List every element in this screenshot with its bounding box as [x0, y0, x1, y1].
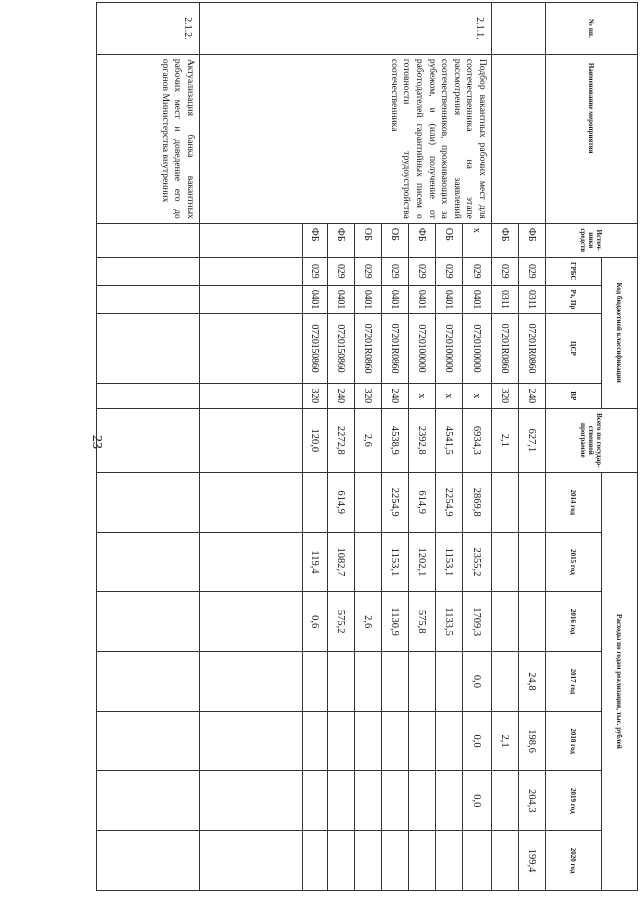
vr-cell: 320: [303, 383, 328, 408]
csr-cell: 0720100000: [463, 314, 492, 384]
section-number: 2.1.1.: [200, 3, 492, 55]
year-value-cell: [463, 831, 492, 891]
empty-cell: [200, 652, 303, 712]
vr-cell: х: [436, 383, 463, 408]
header-name: Наименование мероприятия: [546, 54, 638, 223]
header-grbs: ГРБС: [546, 257, 602, 285]
year-value-cell: [436, 652, 463, 712]
empty-cell: [97, 314, 200, 384]
grbs-cell: 029: [328, 257, 355, 285]
year-value-cell: [303, 711, 328, 771]
section-name: [97, 54, 200, 223]
table-row: [463, 3, 492, 891]
empty-cell: [97, 408, 200, 472]
empty-cell: [97, 711, 200, 771]
total-cell: 2,1: [492, 408, 519, 472]
year-value-cell: [492, 592, 519, 652]
year-value-cell: [355, 831, 382, 891]
header-vr: ВР: [546, 383, 602, 408]
year-value-cell: [355, 532, 382, 592]
year-value-cell: 0,0: [463, 771, 492, 831]
rz-pr-cell: 0401: [436, 285, 463, 313]
source-cell: ФБ: [409, 223, 436, 257]
header-source: Источ-ники средств: [546, 223, 638, 257]
vr-cell: 240: [382, 383, 409, 408]
header-year-2017: 2017 год: [546, 652, 602, 712]
header-year-2019: 2019 год: [546, 771, 602, 831]
empty-cell: [200, 383, 303, 408]
vr-cell: 240: [519, 383, 546, 408]
source-cell: ФБ: [328, 223, 355, 257]
rz-pr-cell: 0401: [303, 285, 328, 313]
grbs-cell: 029: [382, 257, 409, 285]
section-number: 2.1.2.: [97, 3, 200, 55]
year-value-cell: [409, 711, 436, 771]
rz-pr-cell: 0311: [492, 285, 519, 313]
year-value-cell: [303, 652, 328, 712]
rz-pr-cell: 0401: [328, 285, 355, 313]
csr-cell: 07201R0860: [492, 314, 519, 384]
header-total: Всего по государ-ственной программе: [546, 408, 638, 472]
year-value-cell: 1153,1: [382, 532, 409, 592]
source-cell: ФБ: [519, 223, 546, 257]
year-value-cell: [303, 831, 328, 891]
budget-table-sheet: [96, 2, 638, 891]
header-year-2014: 2014 год: [546, 472, 602, 532]
total-cell: 627,1: [519, 408, 546, 472]
source-cell: ОБ: [355, 223, 382, 257]
header-year-2016: 2016 год: [546, 592, 602, 652]
source-cell: ФБ: [492, 223, 519, 257]
year-value-cell: [492, 771, 519, 831]
grbs-cell: 029: [303, 257, 328, 285]
empty-cell: [200, 831, 303, 891]
header-kbk-group: Код бюджетной классификации: [602, 257, 638, 408]
year-value-cell: [303, 472, 328, 532]
csr-cell: 0720150860: [303, 314, 328, 384]
year-value-cell: 0,0: [463, 711, 492, 771]
year-value-cell: 1709,3: [463, 592, 492, 652]
vr-cell: х: [409, 383, 436, 408]
year-value-cell: [328, 711, 355, 771]
header-year-2015: 2015 год: [546, 532, 602, 592]
table-body: [97, 3, 546, 891]
csr-cell: 0720150860: [328, 314, 355, 384]
grbs-cell: 029: [409, 257, 436, 285]
year-value-cell: 575,2: [328, 592, 355, 652]
year-value-cell: 198,6: [519, 711, 546, 771]
year-value-cell: [436, 711, 463, 771]
year-value-cell: [492, 831, 519, 891]
page-number: 23: [89, 435, 104, 449]
empty-cell: [200, 314, 303, 384]
empty-cell: [200, 532, 303, 592]
year-value-cell: [355, 771, 382, 831]
table-row: [519, 3, 546, 891]
vr-cell: 320: [355, 383, 382, 408]
year-value-cell: 199,4: [519, 831, 546, 891]
source-cell: ОБ: [382, 223, 409, 257]
year-value-cell: 1133,5: [436, 592, 463, 652]
header-num: № пп.: [546, 3, 638, 55]
section-name-text: Актуализация банка вакантных рабочих мест и доведение его до органов Министерства внутренних: [159, 58, 196, 219]
header-year-2018: 2018 год: [546, 711, 602, 771]
year-value-cell: [409, 831, 436, 891]
header-csr: ЦСР: [546, 314, 602, 384]
empty-cell: [97, 652, 200, 712]
year-value-cell: [436, 831, 463, 891]
csr-cell: 07201R0860: [519, 314, 546, 384]
csr-cell: 07201R0860: [355, 314, 382, 384]
year-value-cell: [519, 472, 546, 532]
empty-cell: [97, 383, 200, 408]
empty-cell: [200, 472, 303, 532]
vr-cell: 240: [328, 383, 355, 408]
total-cell: 120,0: [303, 408, 328, 472]
empty-cell: [97, 285, 200, 313]
header-expenses-group: Расходы по годам реализации, тыс. рублей: [602, 472, 638, 890]
year-value-cell: 2,1: [492, 711, 519, 771]
year-value-cell: 24,8: [519, 652, 546, 712]
year-value-cell: [355, 711, 382, 771]
year-value-cell: 1202,1: [409, 532, 436, 592]
year-value-cell: [328, 831, 355, 891]
grbs-cell: 029: [519, 257, 546, 285]
empty-cell: [97, 831, 200, 891]
csr-cell: 07201R0860: [382, 314, 409, 384]
rz-pr-cell: 0401: [463, 285, 492, 313]
total-cell: 2392,8: [409, 408, 436, 472]
name-cell-empty: [492, 54, 546, 223]
year-value-cell: [328, 771, 355, 831]
year-value-cell: 575,8: [409, 592, 436, 652]
year-value-cell: 1153,1: [436, 532, 463, 592]
year-value-cell: [382, 771, 409, 831]
section-name: [200, 54, 492, 223]
empty-cell: [97, 223, 200, 257]
year-value-cell: [409, 771, 436, 831]
rz-pr-cell: 0401: [355, 285, 382, 313]
total-cell: 4538,9: [382, 408, 409, 472]
header-year-2020: 2020 год: [546, 831, 602, 891]
year-value-cell: [492, 472, 519, 532]
year-value-cell: 1130,9: [382, 592, 409, 652]
grbs-cell: 029: [436, 257, 463, 285]
year-value-cell: [519, 592, 546, 652]
year-value-cell: 1082,7: [328, 532, 355, 592]
total-cell: 4541,5: [436, 408, 463, 472]
section-name-text: Подбор вакантных рабочих мест для соотечественника на этапе рассмотрения заявлений соотечественников, проживающих за рубежом, и (или) получение от работодателей гарантийных писем о готовности трудоустройства соотечественника: [388, 58, 488, 219]
header-rz-pr: Рз, Пр: [546, 285, 602, 313]
year-value-cell: [382, 831, 409, 891]
vr-cell: х: [463, 383, 492, 408]
year-value-cell: 2,6: [355, 592, 382, 652]
year-value-cell: [382, 652, 409, 712]
empty-cell: [97, 532, 200, 592]
grbs-cell: 029: [463, 257, 492, 285]
table-row: [97, 3, 200, 891]
empty-cell: [97, 472, 200, 532]
budget-table: [96, 2, 638, 891]
num-cell-empty: [492, 3, 546, 55]
year-value-cell: [328, 652, 355, 712]
year-value-cell: [519, 532, 546, 592]
empty-cell: [200, 408, 303, 472]
total-cell: 2272,8: [328, 408, 355, 472]
rz-pr-cell: 0401: [382, 285, 409, 313]
year-value-cell: [436, 771, 463, 831]
year-value-cell: [492, 532, 519, 592]
rz-pr-cell: 0311: [519, 285, 546, 313]
year-value-cell: 2355,2: [463, 532, 492, 592]
empty-cell: [200, 771, 303, 831]
year-value-cell: 119,4: [303, 532, 328, 592]
year-value-cell: 2254,9: [436, 472, 463, 532]
empty-cell: [97, 771, 200, 831]
source-cell: х: [463, 223, 492, 257]
year-value-cell: 614,9: [409, 472, 436, 532]
year-value-cell: 614,9: [328, 472, 355, 532]
total-cell: 2,6: [355, 408, 382, 472]
year-value-cell: 204,3: [519, 771, 546, 831]
year-value-cell: [303, 771, 328, 831]
empty-cell: [97, 592, 200, 652]
year-value-cell: 2869,8: [463, 472, 492, 532]
source-cell: ФБ: [303, 223, 328, 257]
year-value-cell: 0,6: [303, 592, 328, 652]
grbs-cell: 029: [355, 257, 382, 285]
year-value-cell: 2254,9: [382, 472, 409, 532]
empty-cell: [200, 223, 303, 257]
empty-cell: [200, 592, 303, 652]
total-cell: 6934,3: [463, 408, 492, 472]
year-value-cell: [492, 652, 519, 712]
year-value-cell: [355, 652, 382, 712]
year-value-cell: [409, 652, 436, 712]
source-cell: ОБ: [436, 223, 463, 257]
empty-cell: [200, 257, 303, 285]
year-value-cell: 0,0: [463, 652, 492, 712]
year-value-cell: [355, 472, 382, 532]
grbs-cell: 029: [492, 257, 519, 285]
csr-cell: 0720100000: [436, 314, 463, 384]
year-value-cell: [382, 711, 409, 771]
empty-cell: [200, 711, 303, 771]
csr-cell: 0720100000: [409, 314, 436, 384]
empty-cell: [97, 257, 200, 285]
rz-pr-cell: 0401: [409, 285, 436, 313]
empty-cell: [200, 285, 303, 313]
vr-cell: 320: [492, 383, 519, 408]
